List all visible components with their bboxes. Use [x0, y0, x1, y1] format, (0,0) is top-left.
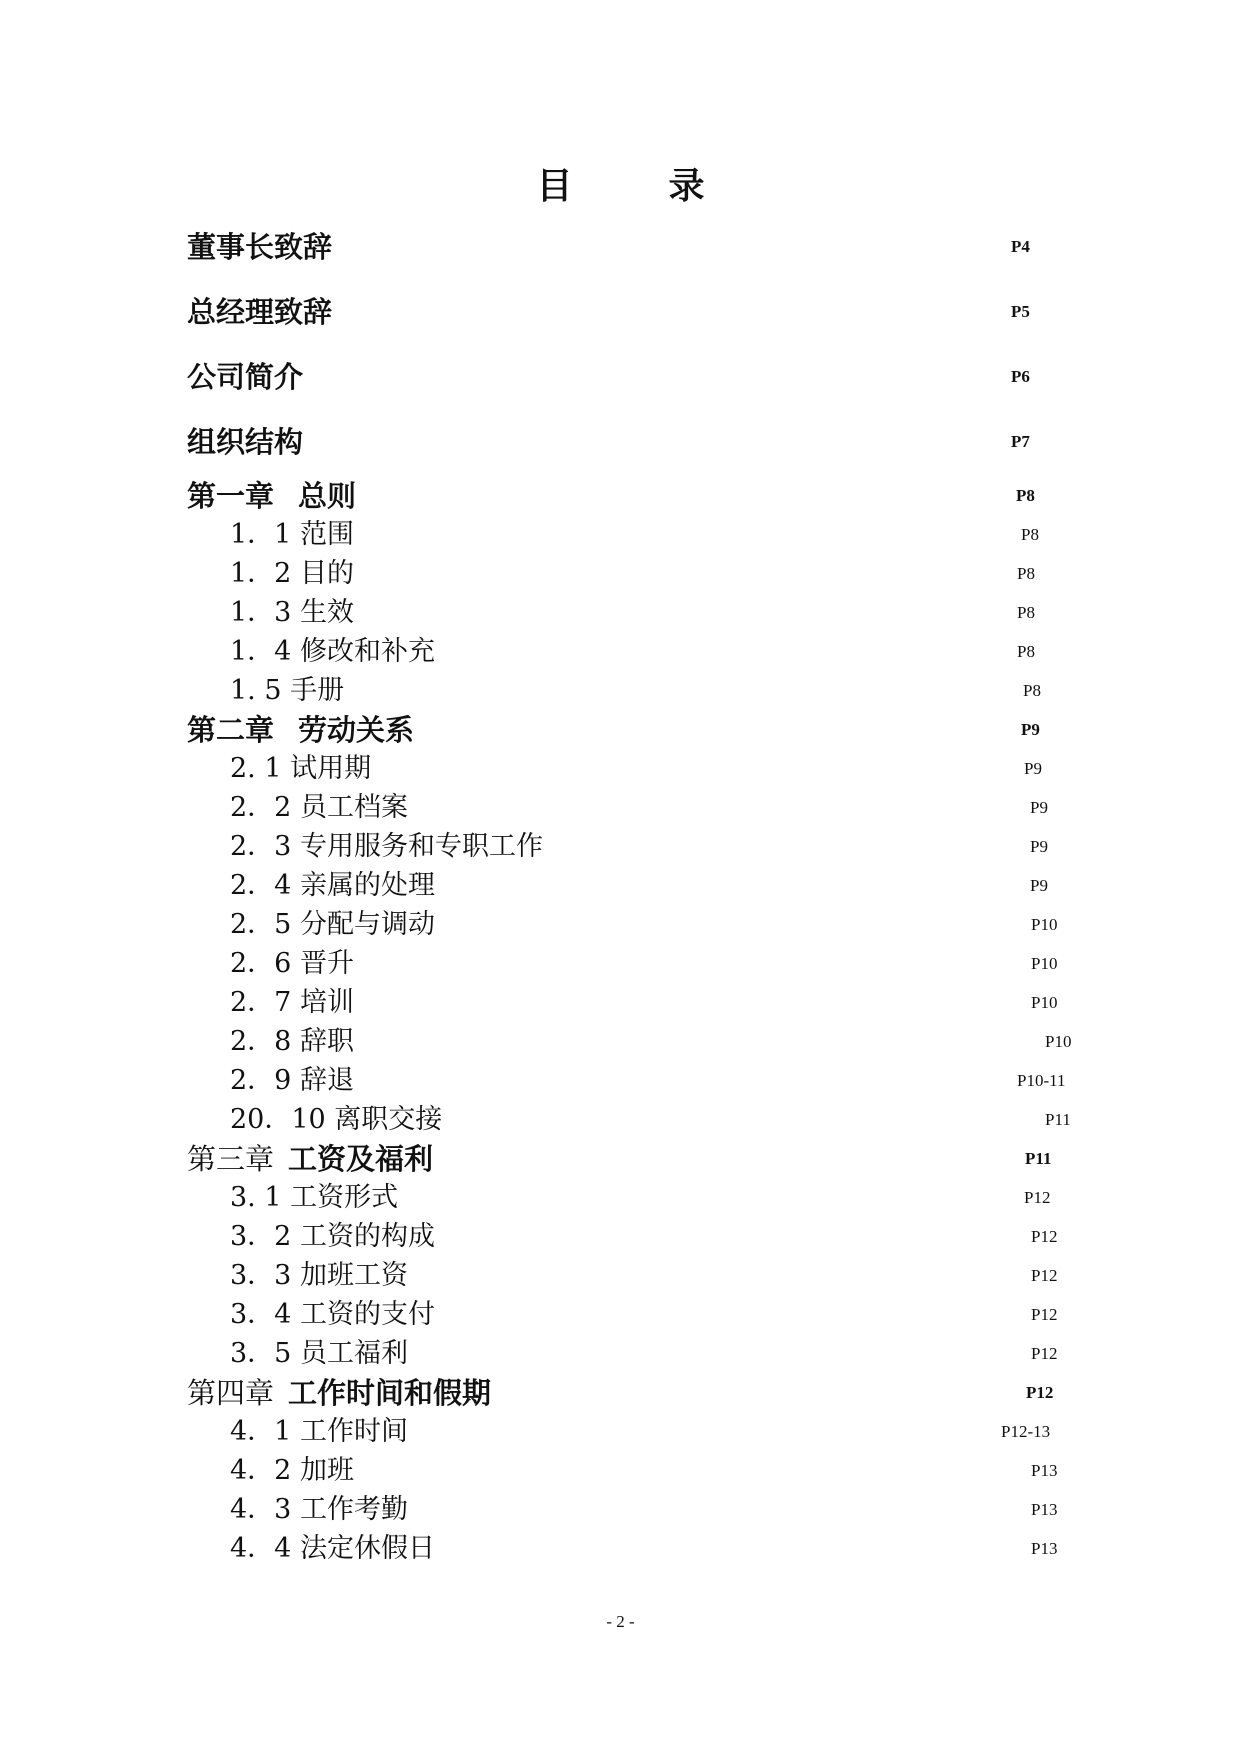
chapter-number: 第四章: [187, 1376, 275, 1410]
toc-page-number: P13: [1031, 1461, 1058, 1480]
toc-entry-label: 3．2 工资的构成: [230, 1221, 435, 1252]
toc-page-number: P10: [1045, 1032, 1072, 1051]
toc-section: [0, 554, 1241, 594]
toc-page-number: P13: [1031, 1539, 1058, 1558]
toc-section: [0, 1100, 1241, 1140]
toc-chapter: [0, 1373, 1241, 1413]
toc-entry: [0, 227, 1241, 267]
toc-entry-label: 组织结构: [187, 425, 304, 459]
toc-entry-label: 4．4 法定休假日: [230, 1533, 435, 1564]
chapter-title: 劳动关系: [298, 713, 415, 747]
toc-page-number: P10-11: [1017, 1071, 1066, 1090]
toc-section: [0, 866, 1241, 906]
toc-page-number: P12: [1031, 1266, 1058, 1285]
toc-page-number: P12: [1024, 1188, 1051, 1207]
toc-page-number: P9: [1021, 720, 1040, 739]
toc-section: [0, 983, 1241, 1023]
toc-entry-label: 2．7 培训: [230, 987, 354, 1018]
toc-page-number: P9: [1024, 759, 1042, 778]
toc-section: [0, 1412, 1241, 1452]
toc-section: [0, 1451, 1241, 1491]
toc-entry-label: 2．3 专用服务和专职工作: [230, 831, 543, 862]
toc-section: [0, 1295, 1241, 1335]
toc-entry-label: 3. 1 工资形式: [230, 1182, 399, 1213]
toc-entry-label: 2．6 晋升: [230, 948, 354, 979]
toc-entry-label: 董事长致辞: [187, 230, 333, 264]
toc-chapter: [0, 476, 1241, 516]
toc-page-number: P12: [1026, 1383, 1054, 1402]
toc-page-number: P9: [1030, 837, 1048, 856]
toc-section: [0, 632, 1241, 672]
toc-page-number: P12-13: [1001, 1422, 1051, 1441]
toc-page-number: P9: [1030, 876, 1048, 895]
toc-entry: [0, 357, 1241, 397]
toc-section: [0, 1022, 1241, 1062]
toc-page-number: P8: [1021, 525, 1039, 544]
toc-chapter: [0, 710, 1241, 750]
toc-page-number: P12: [1031, 1227, 1058, 1246]
toc-entry-label: 2．8 辞职: [230, 1026, 354, 1057]
toc-section: [0, 944, 1241, 984]
toc-section: [0, 1529, 1241, 1569]
toc-section: [0, 1334, 1241, 1374]
toc-section: [0, 1490, 1241, 1530]
toc-section: [0, 788, 1241, 828]
toc-section: [0, 1256, 1241, 1296]
toc-page-number: P8: [1016, 486, 1035, 505]
toc-page-number: P8: [1017, 603, 1035, 622]
toc-page-number: P4: [1011, 237, 1030, 256]
toc-page-number: P5: [1011, 302, 1030, 321]
toc-entry-label: 2．9 辞退: [230, 1065, 354, 1096]
toc-section: [0, 671, 1241, 711]
toc-page-number: P9: [1030, 798, 1048, 817]
toc-page-number: P8: [1017, 642, 1035, 661]
chapter-title: 总则: [298, 479, 357, 513]
toc-section: [0, 749, 1241, 789]
toc-page-number: P6: [1011, 367, 1030, 386]
toc-entry-label: 公司简介: [187, 360, 304, 394]
toc-page-number: P13: [1031, 1500, 1058, 1519]
toc-entry-label: 20．10 离职交接: [230, 1104, 443, 1135]
toc-entry-label: 1．1 范围: [230, 519, 354, 550]
toc-entry: [0, 422, 1241, 462]
toc-page-number: P8: [1017, 564, 1035, 583]
toc-entry-label: 3．5 员工福利: [230, 1338, 408, 1369]
toc-chapter: [0, 1139, 1241, 1179]
chapter-number: 第一章: [187, 479, 275, 513]
toc-page-number: P11: [1045, 1110, 1071, 1129]
toc-section: [0, 515, 1241, 555]
chapter-title: 工作时间和假期: [288, 1376, 492, 1410]
toc-page-number: P10: [1031, 915, 1058, 934]
toc-entry-label: 4．2 加班: [230, 1455, 354, 1486]
toc-entry-label: 总经理致辞: [187, 295, 333, 329]
toc-entry-label: 2．4 亲属的处理: [230, 870, 435, 901]
toc-entry-label: 1. 5 手册: [230, 675, 345, 706]
toc-entry-label: 2．5 分配与调动: [230, 909, 435, 940]
toc-page-number: P12: [1031, 1344, 1058, 1363]
toc-entry-label: 4．3 工作考勤: [230, 1494, 408, 1525]
toc-section: [0, 593, 1241, 633]
toc-entry-label: 2．2 员工档案: [230, 792, 408, 823]
toc-entry: [0, 292, 1241, 332]
toc-entry-label: 4．1 工作时间: [230, 1416, 408, 1447]
toc-entry-label: 1．3 生效: [230, 597, 354, 628]
page-number-footer: - 2 -: [606, 1612, 635, 1631]
toc-entry-label: 1．4 修改和补充: [230, 636, 435, 667]
toc-entry-label: 2. 1 试用期: [230, 753, 372, 784]
chapter-title: 工资及福利: [288, 1142, 434, 1176]
toc-entry-label: 1．2 目的: [230, 558, 354, 589]
toc-section: [0, 1178, 1241, 1218]
toc-section: [0, 1217, 1241, 1257]
toc-section: [0, 1061, 1241, 1101]
toc-page-number: P10: [1031, 954, 1058, 973]
toc-section: [0, 905, 1241, 945]
toc-page-number: P8: [1023, 681, 1041, 700]
chapter-number: 第二章: [187, 713, 275, 747]
chapter-number: 第三章: [187, 1142, 275, 1176]
toc-page-number: P10: [1031, 993, 1058, 1012]
toc-entry-label: 3．3 加班工资: [230, 1260, 408, 1291]
toc-page-number: P11: [1025, 1149, 1052, 1168]
toc-page-number: P12: [1031, 1305, 1058, 1324]
toc-page-number: P7: [1011, 432, 1030, 451]
toc-entry-label: 3．4 工资的支付: [230, 1299, 435, 1330]
toc-section: [0, 827, 1241, 867]
page-title: 目 录: [536, 165, 735, 207]
